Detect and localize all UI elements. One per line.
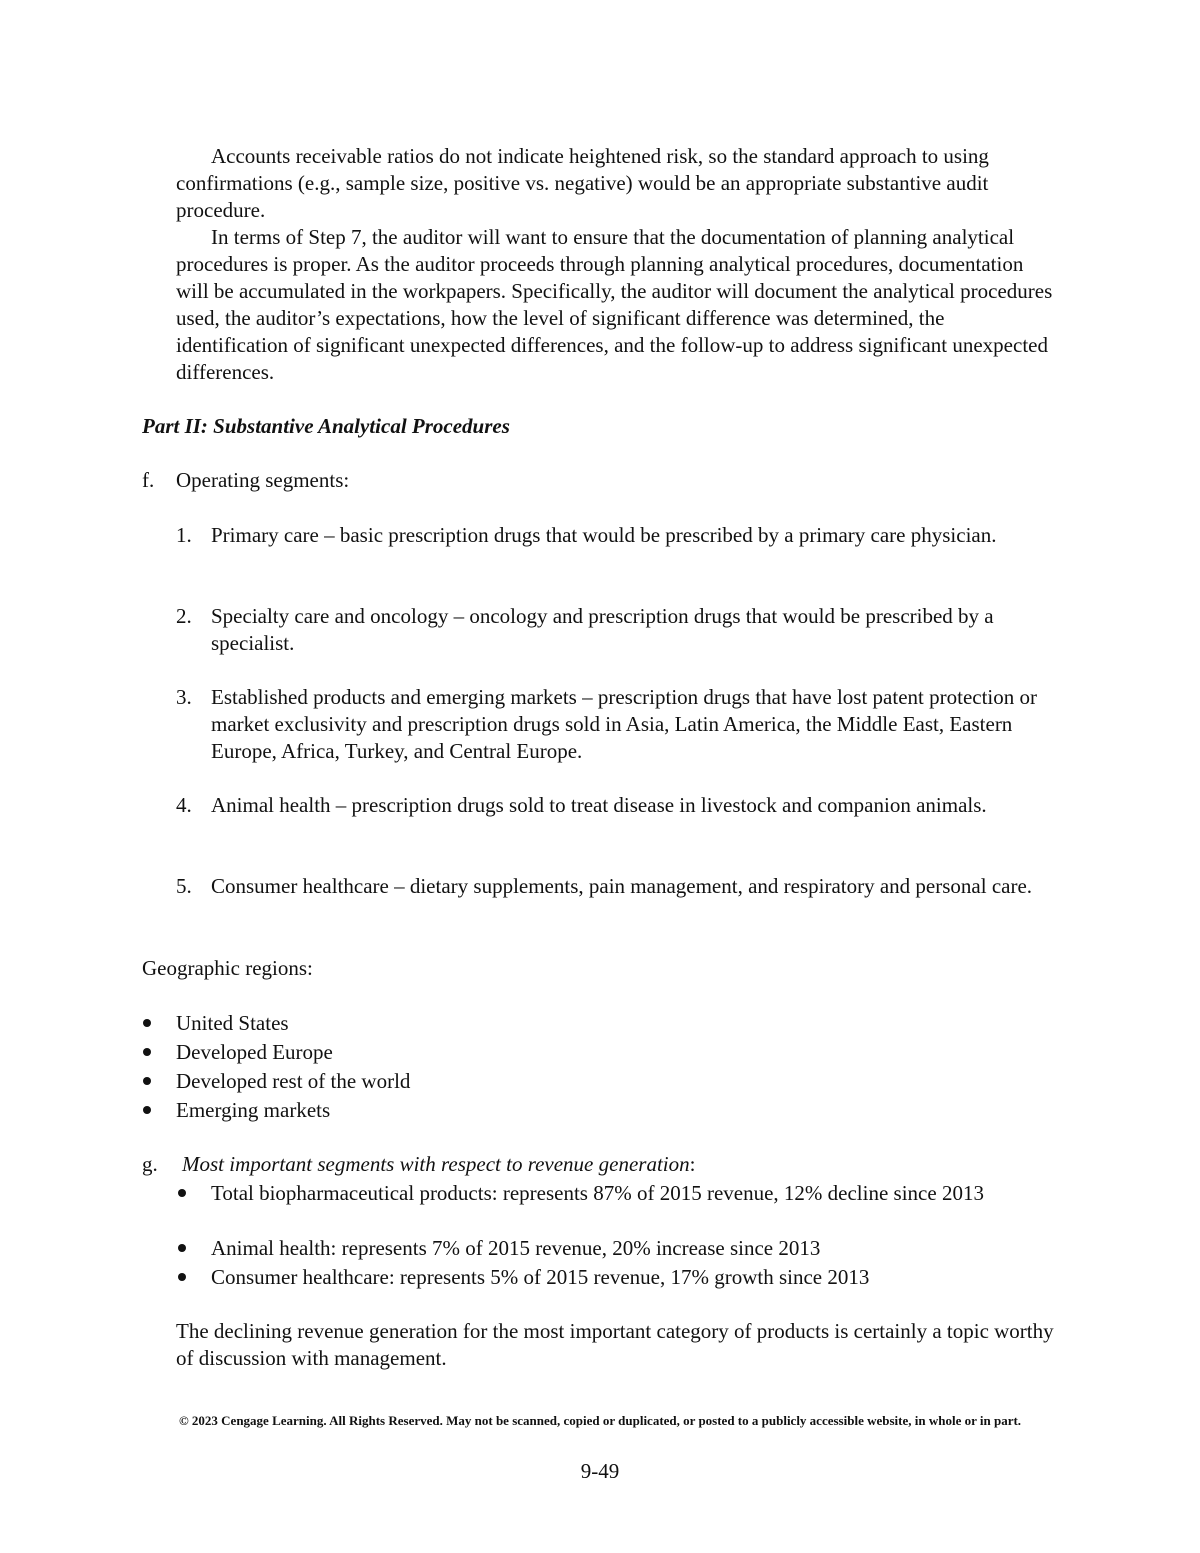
conclusion-paragraph: The declining revenue generation for the most important category of products is certainly a topic worthy of discussion with management. [176, 1319, 1054, 1370]
segment-item: Specialty care and oncology – oncology and prescription drugs that would be prescribed by a specialist. [211, 604, 994, 655]
bullet-icon [178, 1244, 186, 1252]
intro-paragraph-1: Accounts receivable ratios do not indicate heightened risk, so the standard approach to using confirmations (e.g., sample size, positive vs. negative) would be an appropriate substantive audit procedure. [176, 144, 989, 222]
bullet-icon [143, 1048, 151, 1056]
revenue-item: Consumer healthcare: represents 5% of 2015 revenue, 17% growth since 2013 [211, 1265, 870, 1289]
segment-number: 2. [176, 604, 192, 628]
segment-number: 4. [176, 793, 192, 817]
revenue-segments-colon: : [689, 1152, 696, 1176]
region-item: Developed Europe [176, 1040, 333, 1064]
operating-segments-label: Operating segments: [176, 468, 350, 492]
page-number: 9-49 [580, 1459, 620, 1483]
segment-item: Established products and emerging markets – prescription drugs that have lost patent protection or market exclusivity and prescription drugs sold in Asia, Latin America, the Middle East, Eastern Europe, Africa, Turkey, and Central Europe. [211, 685, 1037, 763]
geographic-regions-label: Geographic regions: [142, 956, 313, 980]
segment-item: Animal health – prescription drugs sold to treat disease in livestock and companion animals. [211, 793, 987, 817]
copyright-notice: © 2023 Cengage Learning. All Rights Reserved. May not be scanned, copied or duplicated, or posted to a publicly accessible website, in whole or in part. [178, 1413, 1022, 1428]
revenue-segments-title: Most important segments with respect to revenue generation [182, 1152, 690, 1176]
segment-number: 3. [176, 685, 192, 709]
segment-number: 1. [176, 523, 192, 547]
bullet-icon [143, 1077, 151, 1085]
region-item: Developed rest of the world [176, 1069, 411, 1093]
bullet-icon [143, 1106, 151, 1114]
segment-number: 5. [176, 874, 192, 898]
bullet-icon [143, 1019, 151, 1027]
region-item: Emerging markets [176, 1098, 331, 1122]
revenue-item: Animal health: represents 7% of 2015 revenue, 20% increase since 2013 [211, 1236, 821, 1260]
item-g-marker: g. [142, 1152, 158, 1176]
revenue-segments-label [182, 1151, 695, 1178]
segment-item: Consumer healthcare – dietary supplements, pain management, and respiratory and personal care. [211, 874, 1033, 898]
bullet-icon [178, 1273, 186, 1281]
item-f-marker: f. [142, 468, 155, 492]
region-item: United States [176, 1011, 289, 1035]
revenue-item: Total biopharmaceutical products: represents 87% of 2015 revenue, 12% decline since 2013 [211, 1181, 984, 1205]
bullet-icon [178, 1189, 186, 1197]
intro-paragraph-2: In terms of Step 7, the auditor will want to ensure that the documentation of planning analytical procedures is proper. As the auditor proceeds through planning analytical procedures, documentation will be accumulated in the workpapers. Specifically, the auditor will document the analytical procedures used, the auditor’s expectations, how the level of significant difference was determined, the identification of significant unexpected differences, and the follow-up to address significant unexpected differences. [176, 225, 1053, 384]
section-heading: Part II: Substantive Analytical Procedures [142, 414, 510, 438]
segment-item: Primary care – basic prescription drugs that would be prescribed by a primary care physician. [211, 523, 997, 547]
